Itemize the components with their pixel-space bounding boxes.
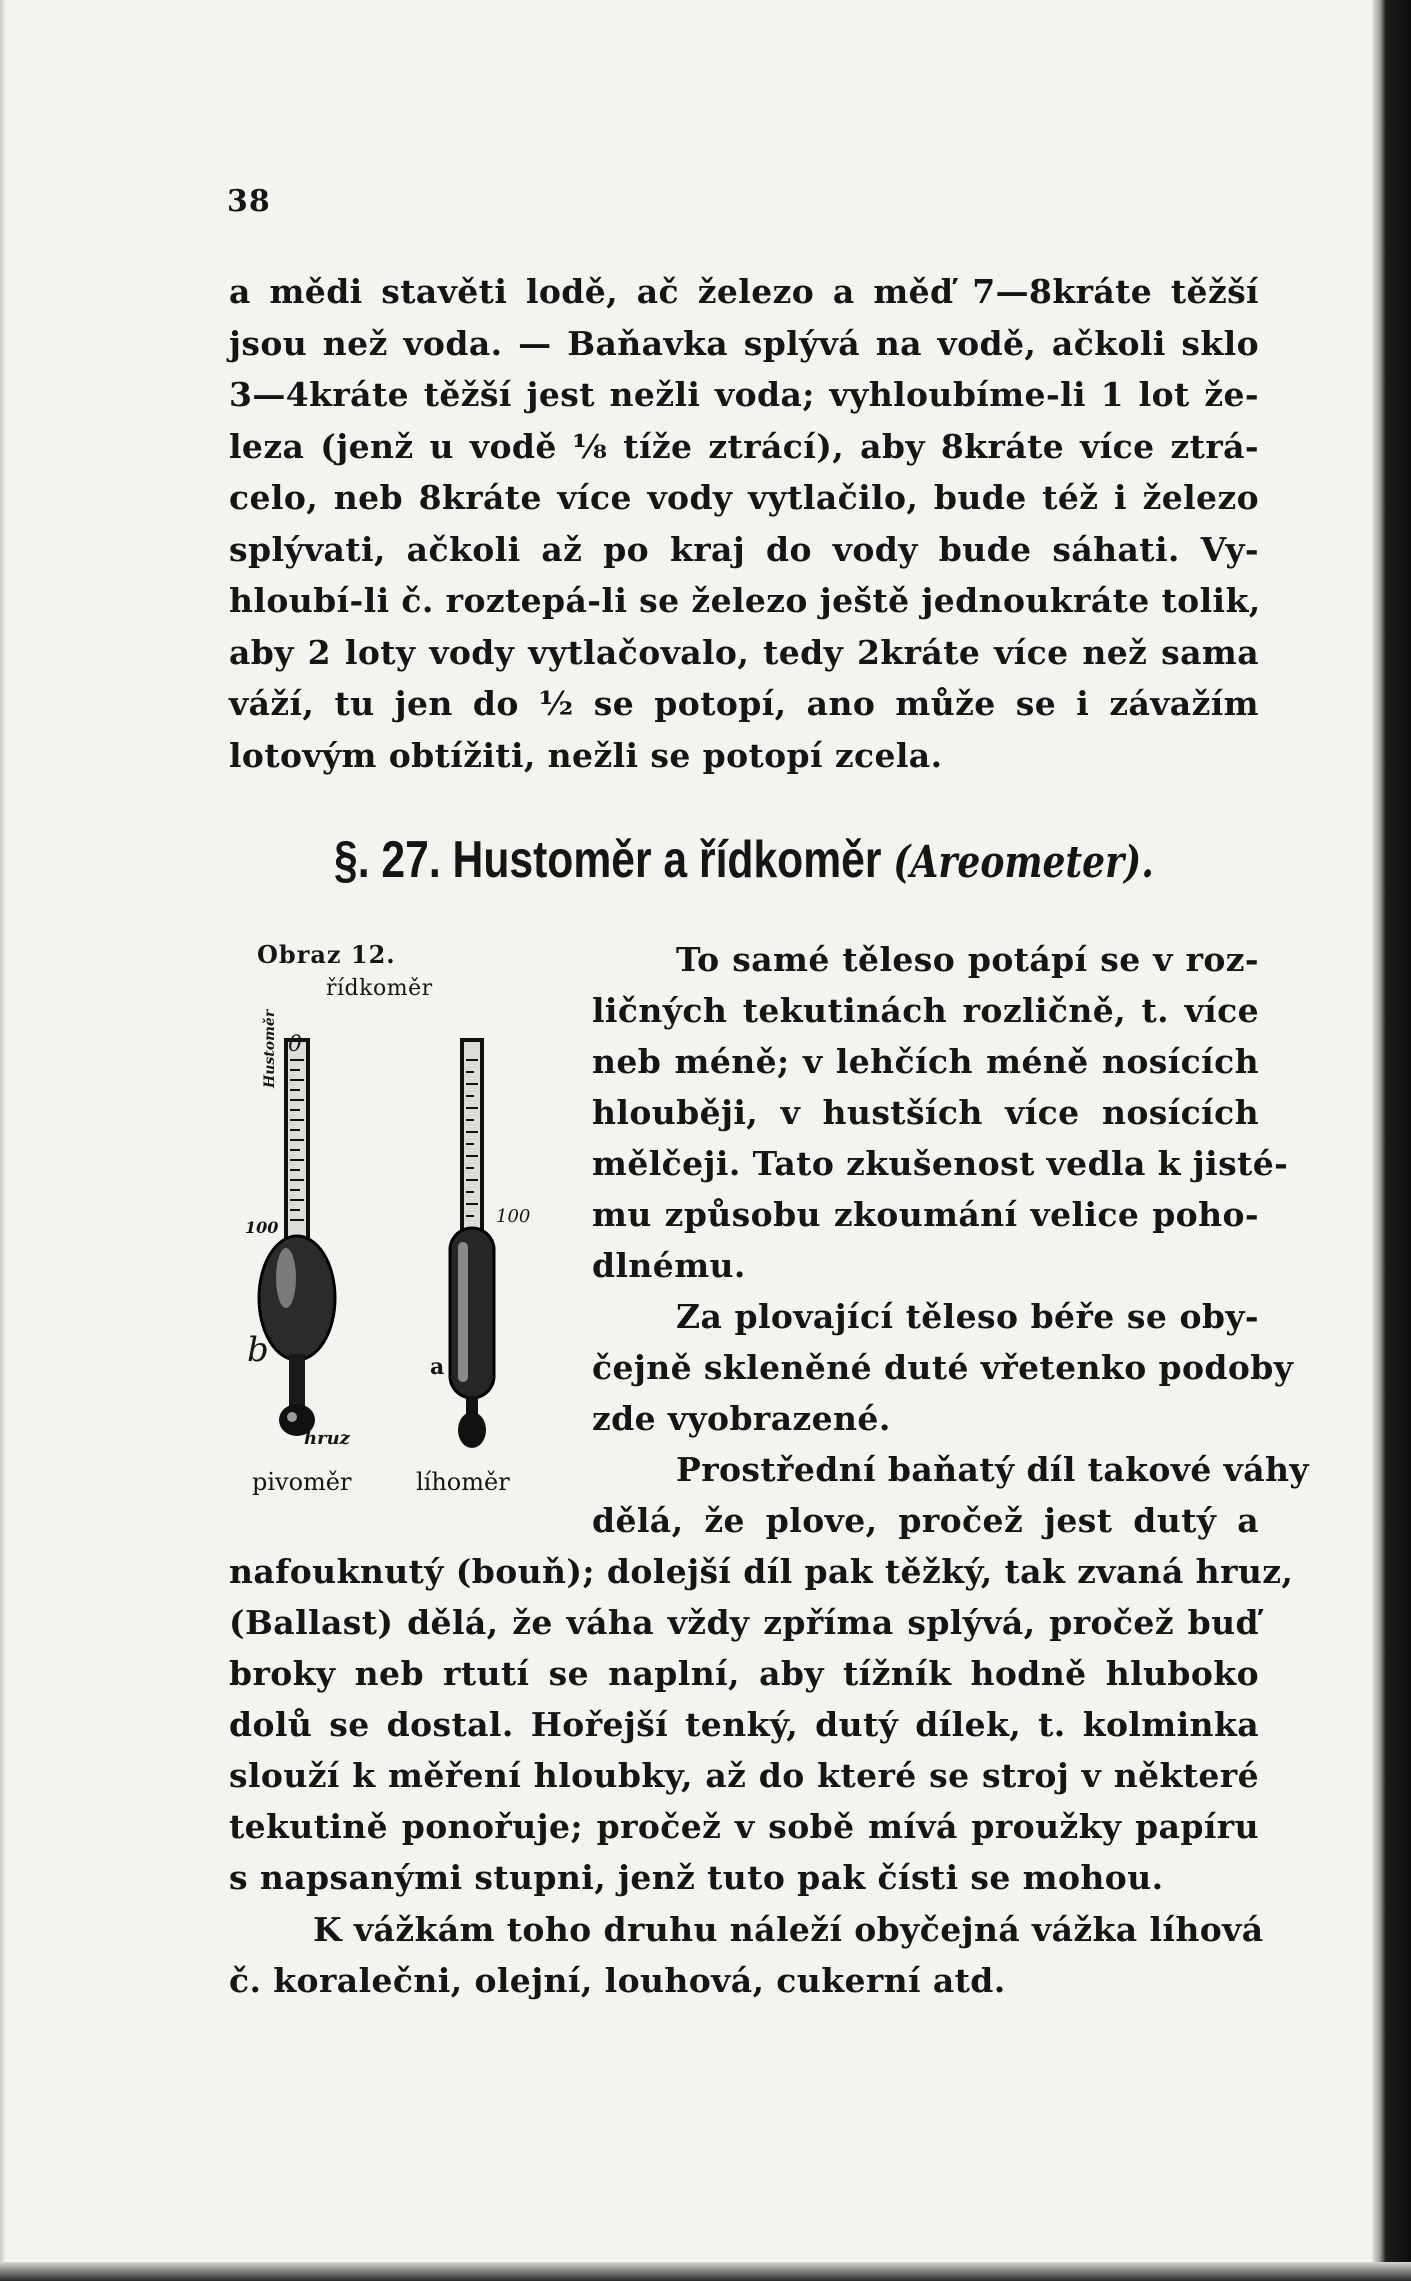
text-line: ličných tekutinách rozličně, t. více [592, 991, 1259, 1030]
text-line: dolů se dostal. Hořejší tenký, dutý dílek, t. kolminka [229, 1705, 1259, 1744]
beer-hydrometer-illustration [259, 1040, 335, 1436]
text-line: leza (jenž u vodě ⅛ tíže ztrácí), aby 8kráte více ztrá- [229, 427, 1259, 466]
hydrometer-figure [240, 1020, 560, 1470]
section-heading [334, 830, 1154, 890]
figure-caption-left: pivoměr [252, 1468, 352, 1496]
figure-label-100-right: 100 [496, 1206, 531, 1227]
text-line: hlouběji, v hustších více nosících [592, 1093, 1259, 1132]
page-number: 38 [227, 184, 271, 219]
figure-label-a: a [430, 1354, 445, 1380]
figure-label-b: b [247, 1330, 269, 1370]
text-line: slouží k měření hloubky, až do které se stroj v některé [229, 1756, 1259, 1795]
text-line: mělčeji. Tato zkušenost vedla k jisté- [592, 1144, 1289, 1183]
text-line: lotovým obtížiti, nežli se potopí zcela. [229, 736, 943, 775]
page-edge-bottom [0, 2262, 1411, 2281]
text-line: Prostřední baňatý díl takové váhy [676, 1450, 1309, 1489]
figure-caption-right: líhoměr [416, 1468, 510, 1496]
figure-label-100-left: 100 [245, 1218, 279, 1237]
text-line: dělá, že plove, pročež jest dutý a [592, 1501, 1259, 1540]
figure-title: Obraz 12. [257, 940, 396, 969]
page-edge-right [1372, 0, 1411, 2281]
text-line: s napsanými stupni, jenž tuto pak čísti se mohou. [229, 1858, 1164, 1897]
section-number: §. 27. [334, 831, 441, 889]
alcohol-hydrometer-illustration [450, 1040, 494, 1448]
text-line: (Ballast) dělá, že váha vždy zpříma splývá, pročež buď [229, 1603, 1259, 1642]
text-line: zde vyobrazené. [592, 1399, 891, 1438]
text-line: neb méně; v lehčích méně nosících [592, 1042, 1259, 1081]
text-line: broky neb rtutí se naplní, aby tížník hodně hluboko [229, 1654, 1259, 1693]
text-line: nafouknutý (bouň); dolejší díl pak těžký, tak zvaná hruz, [229, 1552, 1294, 1591]
text-line: K vážkám toho druhu náleží obyčejná vážka líhová [313, 1910, 1264, 1949]
text-line: aby 2 loty vody vytlačovalo, tedy 2kráte více než sama [229, 633, 1259, 672]
text-line: čejně skleněné duté vřetenko podoby [592, 1348, 1294, 1387]
text-line: jsou než voda. — Baňavka splývá na vodě, ačkoli sklo [229, 324, 1259, 363]
figure-subtitle: řídkoměr [326, 976, 433, 1001]
text-line: a mědi stavěti lodě, ač železo a měď 7—8kráte těžší [229, 272, 1259, 311]
page-edge-left [0, 0, 6, 2281]
text-line: váží, tu jen do ½ se potopí, ano může se i závažím [229, 684, 1259, 723]
figure-label-scale: Hustoměr [262, 1009, 278, 1088]
section-title: Hustoměr a řídkoměr [452, 831, 882, 889]
section-title-alt: (Areometer). [893, 837, 1154, 888]
text-line: dlnému. [592, 1246, 746, 1285]
text-line: splývati, ačkoli až po kraj do vody bude sáhati. Vy- [229, 530, 1259, 569]
text-line: Za plovající těleso béře se oby- [676, 1297, 1259, 1336]
text-line: 3—4kráte těžší jest nežli voda; vyhloubíme-li 1 lot že- [229, 375, 1259, 414]
figure-label-zero: 0 [288, 1032, 302, 1057]
text-line: mu způsobu zkoumání velice poho- [592, 1195, 1259, 1234]
text-line: č. koralečni, olejní, louhová, cukerní atd. [229, 1961, 1006, 2000]
text-line: celo, neb 8kráte více vody vytlačilo, bude též i železo [229, 478, 1259, 517]
figure-label-hruz: hruz [304, 1428, 350, 1449]
text-line: tekutině ponořuje; pročež v sobě mívá proužky papíru [229, 1807, 1259, 1846]
text-line: hloubí-li č. roztepá-li se železo ještě jednoukráte tolik, [229, 581, 1261, 620]
text-line: To samé těleso potápí se v roz- [676, 940, 1259, 979]
